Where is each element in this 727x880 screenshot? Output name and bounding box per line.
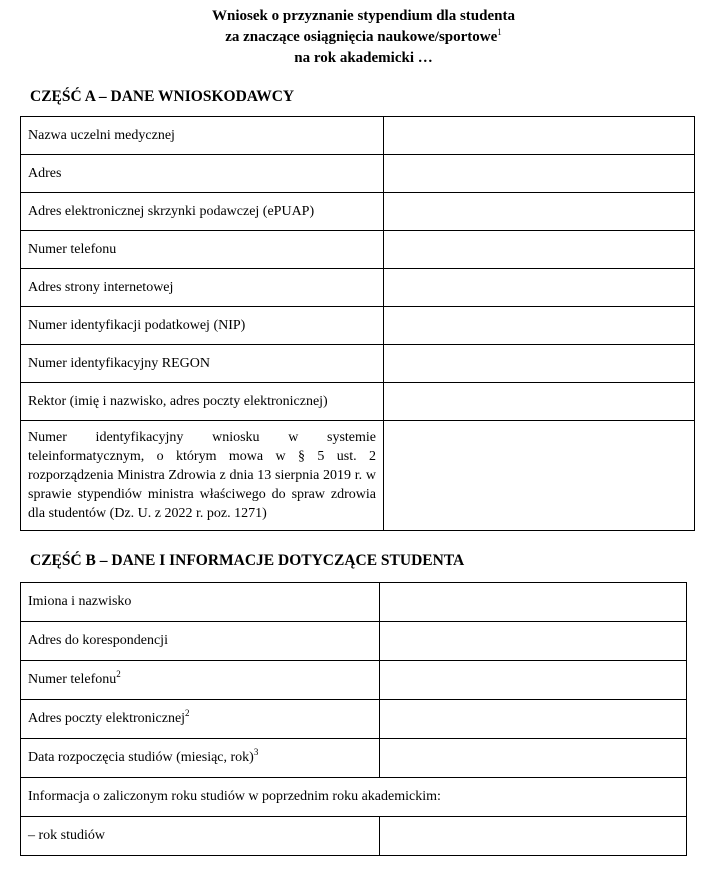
form-title (0, 6, 727, 69)
field-input-email[interactable] (380, 700, 687, 739)
table-row (21, 817, 687, 856)
field-input-full-name[interactable] (380, 583, 687, 622)
field-label-application-id: Numer identyfikacyjny wniosku w systemie teleinformatycznym, o którym mowa w § 5 ust. 2 rozporządzenia Ministra Zdrowia z dnia 13 sierpnia 2019 r. w sprawie stypendiów ministra właściwego do spraw zdrowia dla studentów (Dz. U. z 2022 r. poz. 1271) (21, 421, 384, 531)
field-label-university-name: Nazwa uczelni medycznej (21, 117, 384, 155)
table-row (21, 583, 687, 622)
student-data-table (20, 582, 687, 856)
title-footnote-ref: 1 (497, 27, 502, 37)
label-text: Adres do korespondencji (28, 633, 168, 648)
applicant-data-table (20, 116, 695, 531)
field-label-website: Adres strony internetowej (21, 269, 384, 307)
field-label-phone: Numer telefonu (21, 231, 384, 269)
field-label-year-of-study: – rok studiów (21, 817, 380, 856)
info-row-previous-year: Informacja o zaliczonym roku studiów w poprzednim roku akademickim: (21, 778, 687, 817)
field-input-study-start-date[interactable] (380, 739, 687, 778)
field-label-study-start-date (21, 739, 380, 778)
field-input-application-id[interactable] (384, 421, 695, 531)
label-text: Numer telefonu (28, 672, 117, 687)
footnote-ref: 2 (185, 708, 190, 718)
field-input-phone[interactable] (384, 231, 695, 269)
table-row (21, 193, 695, 231)
field-input-year-of-study[interactable] (380, 817, 687, 856)
field-input-student-phone[interactable] (380, 661, 687, 700)
label-text: Data rozpoczęcia studiów (miesiąc, rok) (28, 750, 254, 765)
field-label-student-phone (21, 661, 380, 700)
table-row (21, 739, 687, 778)
field-label-epuap: Adres elektronicznej skrzynki podawczej (ePUAP) (21, 193, 384, 231)
section-a-heading: CZĘŚĆ A – DANE WNIOSKODAWCY (30, 88, 295, 105)
field-input-university-name[interactable] (384, 117, 695, 155)
title-line-2-text: za znaczące osiągnięcia naukowe/sportowe (225, 29, 498, 45)
field-label-regon: Numer identyfikacyjny REGON (21, 345, 384, 383)
table-row (21, 155, 695, 193)
field-label-correspondence-address (21, 622, 380, 661)
table-row (21, 269, 695, 307)
table-row (21, 117, 695, 155)
field-input-correspondence-address[interactable] (380, 622, 687, 661)
title-line-2 (0, 27, 727, 48)
field-input-website[interactable] (384, 269, 695, 307)
table-row (21, 778, 687, 817)
footnote-ref: 3 (253, 747, 259, 757)
label-text: Adres poczty elektronicznej (28, 711, 186, 726)
table-row (21, 421, 695, 531)
table-row (21, 307, 695, 345)
footnote-ref: 2 (116, 669, 121, 679)
table-row (21, 622, 687, 661)
field-input-nip[interactable] (384, 307, 695, 345)
section-b-heading: CZĘŚĆ B – DANE I INFORMACJE DOTYCZĄCE STUDENTA (30, 552, 465, 569)
field-label-full-name (21, 583, 380, 622)
table-row (21, 700, 687, 739)
table-row (21, 345, 695, 383)
label-text: Imiona i nazwisko (28, 594, 132, 609)
field-label-address: Adres (21, 155, 384, 193)
title-line-1: Wniosek o przyznanie stypendium dla studenta (212, 8, 515, 24)
field-input-address[interactable] (384, 155, 695, 193)
title-line-3: na rok akademicki … (294, 50, 433, 66)
table-row (21, 231, 695, 269)
table-row (21, 661, 687, 700)
field-input-regon[interactable] (384, 345, 695, 383)
field-label-email (21, 700, 380, 739)
field-input-rector[interactable] (384, 383, 695, 421)
table-row (21, 383, 695, 421)
field-input-epuap[interactable] (384, 193, 695, 231)
field-label-nip: Numer identyfikacji podatkowej (NIP) (21, 307, 384, 345)
field-label-rector: Rektor (imię i nazwisko, adres poczty elektronicznej) (21, 383, 384, 421)
